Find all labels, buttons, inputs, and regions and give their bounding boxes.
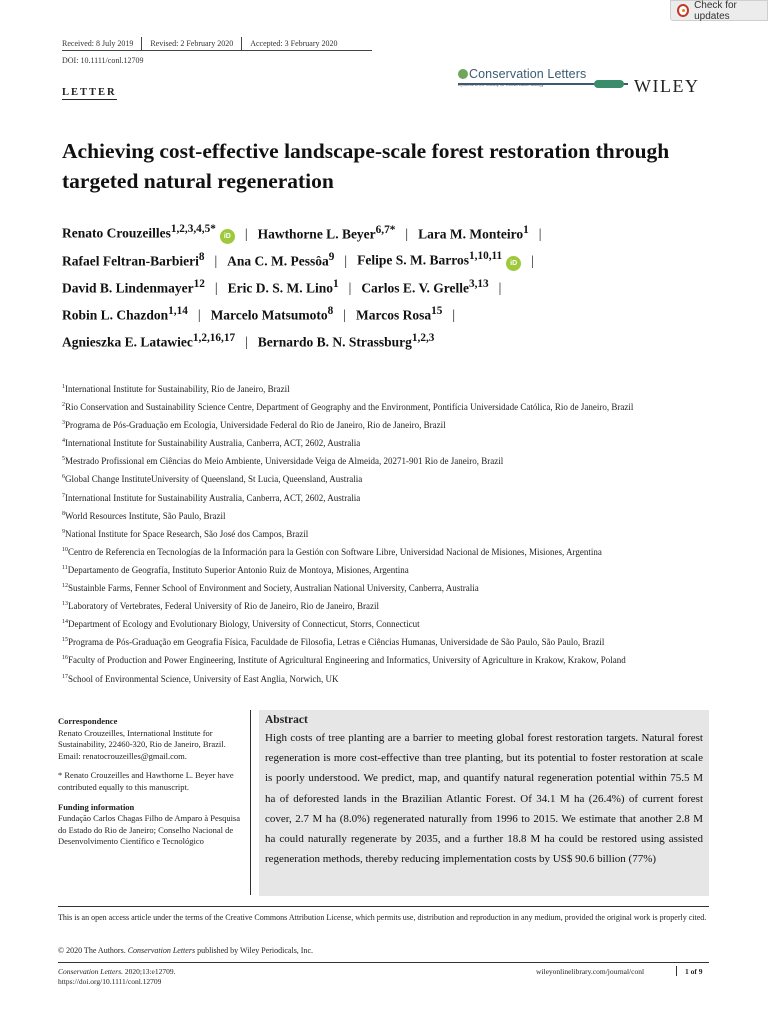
author-separator: | [214, 252, 218, 268]
affiliation-number: 11 [62, 564, 68, 571]
affiliation-text: Mestrado Profissional em Ciências do Meio Ambiente, Universidade Veiga de Almeida, 20271-901 Rio de Janeiro, Brazil [65, 456, 504, 467]
author-separator: | [197, 306, 201, 322]
affiliation-text: Programa de Pós-Graduação em Ecologia, Universidade Federal do Rio de Janeiro, Rio de Janeiro, Brazil [65, 420, 446, 431]
check-for-updates-button[interactable] [670, 0, 768, 21]
author-affiliation-ref: 6,7 [375, 224, 390, 237]
affiliation-number: 15 [62, 637, 68, 644]
affiliation-item [62, 577, 722, 595]
equal-contribution-mark: * [389, 224, 396, 237]
author-name[interactable]: Lara M. Monteiro [418, 226, 524, 242]
affiliation-number: 9 [62, 528, 65, 535]
author-name[interactable]: Rafael Feltran-Barbieri [62, 253, 199, 269]
affiliation-item [62, 595, 722, 613]
orcid-icon[interactable]: iD [506, 256, 521, 271]
funding-heading: Funding information [58, 801, 135, 812]
orcid-icon[interactable]: iD [220, 229, 235, 244]
affiliation-item [62, 468, 722, 486]
journal-name: Conservation Letters [469, 67, 587, 81]
affiliation-item [62, 523, 722, 541]
author-name[interactable]: Marcelo Matsumoto [210, 307, 328, 323]
author-separator: | [405, 225, 409, 241]
author-line [62, 247, 722, 274]
affiliation-text: Laboratory of Vertebrates, Federal University of Rio de Janeiro, Rio de Janeiro, Brazil [68, 601, 379, 612]
affiliation-text: Rio Conservation and Sustainability Science Centre, Department of Geography and the Environment, Pontifícia Universidade Católica, Rio de Janeiro, Brazil [65, 402, 634, 413]
affiliation-text: Programa de Pós-Graduação em Geografia Física, Faculdade de Filosofia, Letras e Ciências Humanas, Universidade de São Paulo, São Paulo, Brazil [68, 637, 605, 648]
author-separator: | [498, 279, 502, 295]
affiliation-text: School of Environmental Science, University of East Anglia, Norwich, UK [68, 673, 339, 684]
article-type: LETTER [62, 87, 117, 98]
citation-url[interactable]: https://doi.org/10.1111/conl.12709 [58, 977, 162, 986]
abstract-box [259, 710, 709, 896]
column-divider [250, 710, 251, 895]
author-line [62, 220, 722, 247]
affiliation-item [62, 432, 722, 450]
dates-divider [62, 50, 372, 51]
author-line [62, 301, 722, 328]
abstract-heading: Abstract [265, 714, 308, 726]
page-number: 1 of 9 [685, 967, 703, 976]
author-list [62, 220, 722, 355]
affiliation-item [62, 649, 722, 667]
author-name[interactable]: Carlos E. V. Grelle [361, 280, 469, 296]
author-affiliation-ref: 1,2,3,4,5 [170, 223, 211, 236]
footer-divider-bottom [58, 962, 709, 963]
author-separator: | [531, 252, 534, 268]
affiliation-item [62, 505, 722, 523]
author-affiliation-ref: 9 [328, 251, 335, 264]
funding-text: Fundação Carlos Chagas Filho de Amparo à Pesquisa do Estado do Rio de Janeiro; Conselho Nacional de Desenvolvimento Científico e Tecnológico [58, 813, 241, 847]
journal-tagline: A journal of the Society for Conservation Biology [458, 82, 544, 87]
article-dates [62, 37, 346, 50]
affiliation-text: World Resources Institute, São Paulo, Brazil [65, 510, 226, 521]
author-name[interactable]: David B. Lindenmayer [62, 280, 194, 296]
affiliation-item [62, 450, 722, 468]
author-line [62, 328, 722, 355]
journal-logo-icon [458, 69, 468, 79]
author-name[interactable]: Bernardo B. N. Strassburg [257, 334, 412, 350]
author-name[interactable]: Ana C. M. Pessôa [227, 253, 329, 269]
author-name[interactable]: Marcos Rosa [355, 307, 432, 323]
author-line [62, 274, 722, 301]
author-affiliation-ref: 1,2,3 [411, 332, 435, 345]
author-affiliation-ref: 8 [198, 251, 205, 264]
affiliation-number: 4 [62, 438, 65, 445]
crossmark-icon [677, 4, 689, 17]
affiliation-list [62, 378, 722, 686]
affiliation-number: 10 [62, 546, 68, 553]
check-for-updates-label: Check for updates [694, 0, 737, 22]
affiliation-number: 5 [62, 456, 65, 463]
author-separator: | [348, 279, 352, 295]
equal-contribution-mark: * [210, 223, 216, 236]
affiliation-number: 6 [62, 474, 65, 481]
affiliation-item [62, 613, 722, 631]
citation [58, 967, 176, 987]
author-separator: | [214, 279, 218, 295]
doi[interactable]: DOI: 10.1111/conl.12709 [62, 56, 144, 65]
author-name[interactable]: Felipe S. M. Barros [357, 252, 469, 268]
correspondence-email[interactable]: Email: renatocrouzeilles@gmail.com. [58, 750, 187, 761]
received-date: Received: 8 July 2019 [62, 37, 142, 50]
abstract-text: High costs of tree planting are a barrier to meeting global forest restoration targets. Natural forest regeneration is more cost-effective than tree planting, but its potential to foster restoration at scale is poorly understood. We predict, map, and quantify natural regeneration potential within 75.5 M ha of deforested lands in the Brazilian Atlantic Forest. Of 34.1 M ha (26.4%) of current forest cover, 2.7 M ha (8.0%) regenerated naturally from 1996 to 2015. We estimate that another 2.8 M ha could naturally regenerate by 2035, and a further 18.8 M ha could be restored using assisted regeneration methods, thereby reducing implementation costs by US$ 90.6 billion (77%) [265, 732, 703, 866]
author-affiliation-ref: 3,13 [468, 278, 489, 291]
author-affiliation-ref: 12 [193, 278, 205, 291]
affiliation-text: International Institute for Sustainability Australia, Canberra, ACT, 2602, Australia [65, 492, 361, 503]
affiliation-item [62, 559, 722, 577]
affiliation-text: International Institute for Sustainability, Rio de Janeiro, Brazil [65, 384, 290, 394]
affiliation-number: 2 [62, 402, 65, 409]
affiliation-number: 1 [62, 384, 65, 390]
affiliation-number: 8 [62, 510, 65, 517]
affiliation-number: 3 [62, 420, 65, 427]
citation-volume: 2020;13:e12709. [123, 967, 176, 976]
affiliation-text: Department of Ecology and Evolutionary Biology, University of Connecticut, Storrs, Connecticut [68, 619, 420, 630]
author-separator: | [538, 225, 542, 241]
affiliation-text: International Institute for Sustainability Australia, Canberra, ACT, 2602, Australia [65, 438, 361, 449]
author-name[interactable]: Agnieszka E. Latawiec [62, 334, 193, 350]
affiliation-item [62, 378, 722, 396]
affiliation-item [62, 541, 722, 559]
affiliation-number: 12 [62, 583, 68, 590]
author-separator: | [343, 306, 346, 322]
author-name[interactable]: Eric D. S. M. Lino [227, 280, 333, 296]
equal-contribution-note: * Renato Crouzeilles and Hawthorne L. Beyer have contributed equally to this manuscript. [58, 770, 234, 792]
author-affiliation-ref: 15 [431, 305, 443, 318]
author-affiliation-ref: 8 [327, 305, 334, 318]
author-affiliation-ref: 1 [332, 278, 339, 291]
affiliation-number: 17 [62, 673, 68, 680]
correspondence-column [58, 716, 250, 856]
affiliation-text: Departamento de Geografía, Instituto Superior Antonio Ruiz de Montoya, Misiones, Argentina [67, 564, 409, 575]
copyright-journal: Conservation Letters [127, 946, 196, 955]
author-separator: | [452, 306, 456, 322]
license-note: This is an open access article under the terms of the Creative Commons Attribution License, which permits use, distribution and reproduction in any medium, provided the original work is properly cited. [58, 913, 707, 922]
open-access-icon [594, 80, 624, 88]
accepted-date: Accepted: 3 February 2020 [250, 39, 338, 48]
author-name[interactable]: Hawthorne L. Beyer [257, 226, 376, 242]
author-affiliation-ref: 1,10,11 [469, 250, 503, 263]
author-separator: | [344, 252, 348, 268]
author-affiliation-ref: 1,14 [168, 305, 188, 318]
affiliation-text: Centro de Referencia en Tecnologías de la Información para la Gestión con Software Libre, Universidad Nacional de Misiones, Misiones, Argentina [68, 546, 602, 557]
citation-journal: Conservation Letters. [58, 967, 123, 976]
author-name[interactable]: Robin L. Chazdon [62, 307, 169, 323]
affiliation-number: 14 [62, 619, 68, 626]
affiliation-item [62, 396, 722, 414]
revised-date: Revised: 2 February 2020 [142, 37, 242, 50]
affiliation-item [62, 487, 722, 505]
author-affiliation-ref: 1,2,16,17 [192, 332, 236, 345]
correspondence-address: Renato Crouzeilles, International Institute for Sustainability, 22460-320, Rio de Janeiro, Brazil. [58, 727, 226, 750]
affiliation-number: 13 [62, 601, 68, 608]
author-separator: | [244, 225, 248, 241]
page-number-divider [676, 966, 677, 976]
author-affiliation-ref: 1 [523, 224, 529, 237]
footer-divider [58, 906, 709, 907]
affiliation-text: Faculty of Production and Power Engineering, Institute of Agricultural Engineering and Informatics, University of Agriculture in Krakow, Krakow, Poland [68, 655, 626, 666]
author-separator: | [245, 333, 248, 349]
article-title: Achieving cost-effective landscape-scale forest restoration through targeted natural regeneration [62, 139, 670, 193]
affiliation-item [62, 668, 722, 686]
affiliation-number: 16 [62, 655, 68, 662]
affiliation-item [62, 631, 722, 649]
copyright: © 2020 The Authors. Conservation Letters published by Wiley Periodicals, Inc. [58, 946, 314, 955]
affiliation-text: National Institute for Space Research, São José dos Campos, Brazil [65, 528, 309, 539]
affiliation-text: Sustainble Farms, Fenner School of Environment and Society, Australian National University, Canberra, Australia [68, 583, 479, 594]
affiliation-item [62, 414, 722, 432]
publisher-logo: WILEY [634, 76, 700, 96]
journal-website-link[interactable]: wileyonlinelibrary.com/journal/conl [536, 967, 645, 976]
author-name[interactable]: Renato Crouzeilles [62, 225, 171, 241]
correspondence-heading: Correspondence [58, 716, 118, 726]
affiliation-text: Global Change InstituteUniversity of Queensland, St Lucia, Queensland, Australia [65, 474, 363, 485]
affiliation-number: 7 [62, 492, 65, 499]
